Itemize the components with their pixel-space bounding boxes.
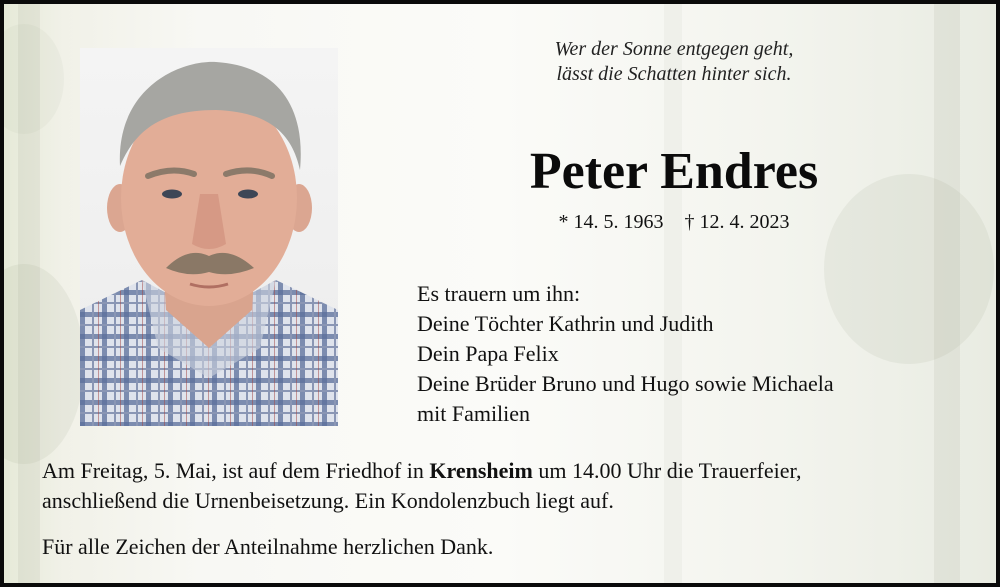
birth-date: * 14. 5. 1963: [558, 211, 664, 233]
quote-line: Wer der Sonne entgegen geht,: [554, 38, 794, 60]
notice-text: um 14.00 Uhr die Trauerfeier,: [532, 458, 802, 483]
notice-line: [42, 456, 972, 486]
portrait-illustration: [80, 48, 338, 426]
mourner-line: mit Familien: [417, 401, 531, 426]
mourner-line: Deine Töchter Kathrin und Judith: [417, 311, 714, 336]
cemetery-place: Krensheim: [429, 458, 533, 483]
background-foliage: [0, 24, 64, 134]
notice-line: anschließend die Urnenbeisetzung. Ein Kondolenzbuch liegt auf.: [42, 488, 614, 513]
life-dates: [434, 209, 914, 235]
mourner-line: Dein Papa Felix: [417, 341, 559, 366]
thanks-line: Für alle Zeichen der Anteilnahme herzlichen Dank.: [42, 534, 494, 559]
mourner-line: Deine Brüder Bruno und Hugo sowie Michaela: [417, 371, 834, 396]
notice-text: Am Freitag, 5. Mai, ist auf dem Friedhof in: [42, 458, 430, 483]
mourners-list: [417, 279, 834, 429]
background-foliage: [824, 174, 994, 364]
deceased-name: Peter Endres: [529, 143, 819, 200]
death-date: † 12. 4. 2023: [684, 211, 790, 233]
funeral-notice: [42, 456, 972, 516]
memorial-quote: [504, 37, 844, 87]
background-foliage: [0, 264, 84, 464]
portrait-photo: [80, 48, 338, 426]
mourners-intro: Es trauern um ihn:: [417, 281, 581, 306]
quote-line: lässt die Schatten hinter sich.: [556, 63, 792, 85]
